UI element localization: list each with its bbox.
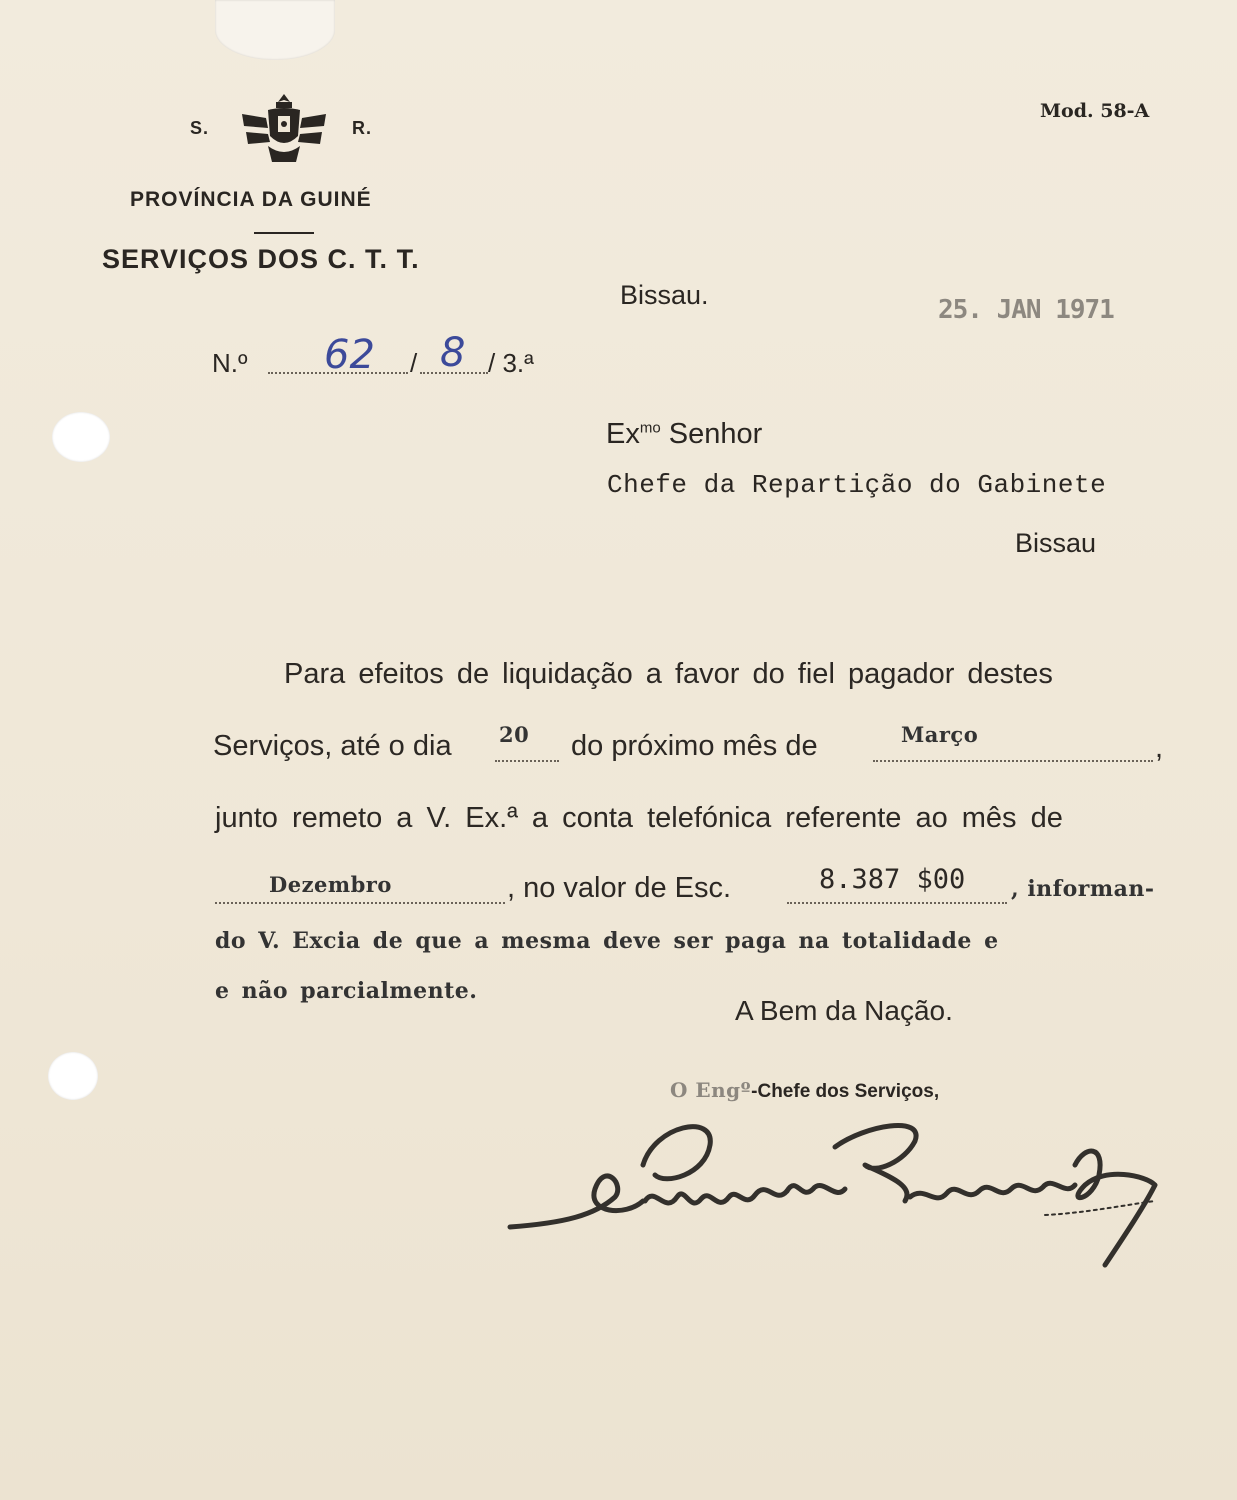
signature — [505, 1105, 1170, 1275]
services-title: SERVIÇOS DOS C. T. T. — [102, 244, 420, 274]
body-line-6: e não parcialmente. — [215, 978, 478, 1004]
body-line-3: junto remeto a V. Ex.ª a conta telefónica referente ao mês de — [215, 802, 1063, 834]
closing-formula: A Bem da Nação. — [735, 995, 953, 1026]
header-right-letter: R. — [352, 118, 372, 138]
day-field — [495, 760, 559, 762]
month-due: Março — [901, 722, 979, 747]
due-day: 20 — [499, 722, 530, 747]
place: Bissau. — [620, 280, 709, 310]
salutation: $Ex^{mo}$ Senhor — [606, 418, 763, 450]
addressee-title: Chefe da Repartição do Gabinete — [607, 470, 1107, 500]
reference-sep: / — [410, 348, 418, 378]
amount-value: 8.387 $00 — [819, 864, 966, 895]
reference-handwritten-sub: 8 — [440, 330, 466, 376]
month-ref-field — [215, 902, 505, 904]
body-line-2: Serviços, até o dia 20 do próximo mês de Março , — [213, 722, 1164, 764]
punch-hole-top — [52, 412, 110, 462]
reference-prefix: N.º — [212, 348, 248, 378]
coat-of-arms-icon — [238, 92, 330, 166]
reference-handwritten-number: 62 — [324, 332, 375, 378]
model-number: Mod. 58-A — [1040, 100, 1150, 122]
reference-suffix: / 3.ª — [488, 348, 534, 378]
month-due-field — [873, 760, 1153, 762]
header-left-letter: S. — [190, 118, 210, 138]
punch-hole-bottom — [48, 1052, 98, 1100]
amount-field — [787, 902, 1007, 904]
body-line-4: Dezembro , no valor de Esc. 8.387 $00 , informan- — [215, 872, 1205, 912]
torn-corner — [215, 0, 335, 60]
province-title: PROVÍNCIA DA GUINÉ — [130, 188, 372, 211]
signatory-line: O Engº-Chefe dos Serviços, — [670, 1078, 940, 1102]
body-line-1: Para efeitos de liquidação a favor do fiel pagador destes — [284, 658, 1053, 690]
header-divider — [254, 232, 314, 234]
addressee-city: Bissau — [1015, 528, 1097, 558]
body-line-5: do V. Excia de que a mesma deve ser paga na totalidade e — [215, 928, 999, 954]
month-reference: Dezembro — [269, 872, 392, 897]
date-stamp: 25. JAN 1971 — [938, 295, 1114, 325]
